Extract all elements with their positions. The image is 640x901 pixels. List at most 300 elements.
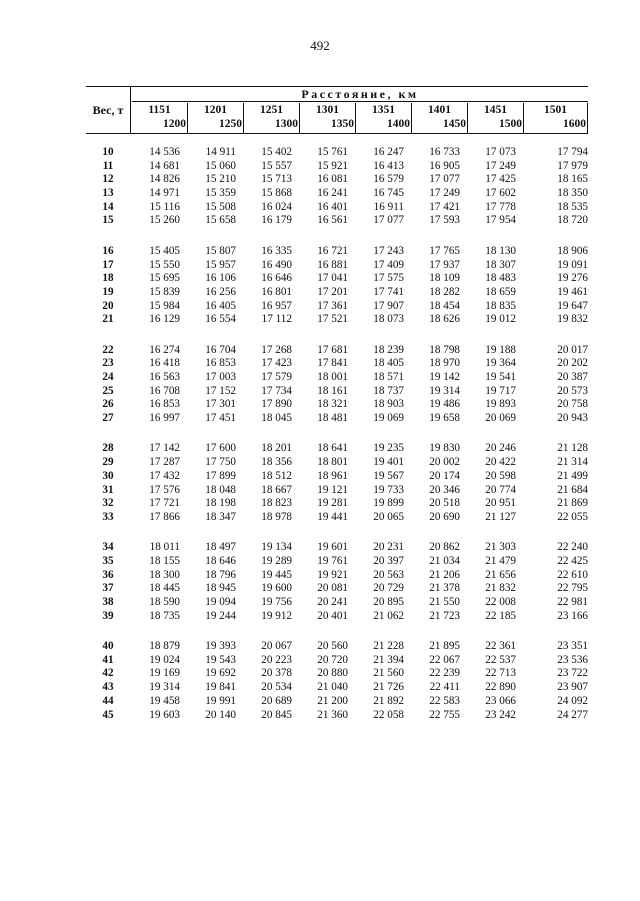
value-cell: 19 069	[373, 412, 404, 425]
value-cell: 19 458	[149, 694, 180, 707]
value-cell: 19 094	[205, 596, 236, 608]
value-cell: 22 239	[429, 667, 460, 680]
value-cell: 18 667	[261, 483, 292, 496]
value-cell: 18 906	[557, 244, 588, 257]
value-cell: 16 335	[261, 244, 292, 257]
value-cell: 16 853	[205, 357, 236, 370]
value-cell: 15 359	[205, 187, 236, 200]
value-cell: 18 073	[373, 313, 404, 326]
value-cell: 17 152	[205, 384, 236, 397]
value-cell: 17 602	[485, 187, 516, 200]
value-cell: 20 202	[557, 357, 588, 370]
value-cell: 19 841	[205, 681, 236, 694]
value-cell: 18 978	[261, 510, 292, 523]
value-cell: 19 912	[261, 609, 292, 622]
value-cell: 16 997	[149, 412, 180, 425]
value-cell: 18 130	[485, 244, 516, 257]
value-cell: 15 868	[261, 187, 292, 200]
value-cell: 17 741	[373, 285, 404, 298]
table-row	[86, 555, 596, 569]
value-cell: 17 409	[373, 258, 404, 271]
value-cell: 20 397	[373, 554, 404, 567]
value-cell: 16 957	[261, 299, 292, 312]
range-to: 1450	[443, 118, 466, 130]
value-cell: 21 378	[429, 582, 460, 595]
value-cell: 19 142	[429, 371, 460, 383]
table-row	[86, 610, 596, 624]
table-row	[86, 385, 596, 399]
value-cell: 24 277	[557, 708, 588, 721]
value-cell: 18 535	[557, 200, 588, 213]
table-row	[86, 146, 596, 160]
value-cell: 15 405	[149, 244, 180, 257]
value-cell: 22 981	[557, 596, 588, 608]
value-cell: 22 713	[485, 667, 516, 680]
value-cell: 18 497	[205, 541, 236, 554]
value-cell: 18 626	[429, 313, 460, 326]
value-cell: 22 583	[429, 694, 460, 707]
value-cell: 16 413	[373, 159, 404, 172]
weight-cell: 27	[102, 412, 114, 425]
value-cell: 19 899	[373, 497, 404, 510]
weight-cell: 35	[102, 554, 114, 567]
value-cell: 16 247	[373, 146, 404, 158]
value-cell: 19 486	[429, 398, 460, 411]
weight-cell: 14	[102, 200, 114, 213]
value-cell: 21 128	[557, 442, 588, 455]
value-cell: 22 610	[557, 568, 588, 581]
table-row	[86, 681, 596, 695]
range-from: 1451	[484, 104, 507, 116]
value-cell: 18 481	[317, 412, 348, 425]
value-cell: 19 991	[205, 694, 236, 707]
value-cell: 16 721	[317, 244, 348, 257]
table-row	[86, 470, 596, 484]
value-cell: 22 055	[557, 510, 588, 523]
weight-cell: 11	[102, 159, 114, 172]
value-cell: 20 689	[261, 694, 292, 707]
value-cell: 15 116	[149, 200, 180, 213]
value-cell: 18 659	[485, 285, 516, 298]
value-cell: 18 646	[205, 554, 236, 567]
value-cell: 15 761	[317, 146, 348, 158]
value-cell: 20 518	[429, 497, 460, 510]
value-cell: 17 041	[317, 272, 348, 285]
value-cell: 22 795	[557, 582, 588, 595]
value-cell: 18 590	[149, 596, 180, 608]
range-to: 1200	[163, 118, 186, 130]
table-row	[86, 272, 596, 286]
weight-cell: 42	[102, 667, 114, 680]
value-cell: 19 567	[373, 469, 404, 482]
value-cell: 19 543	[205, 653, 236, 666]
value-cell: 17 890	[261, 398, 292, 411]
weight-cell: 40	[102, 640, 114, 653]
value-cell: 22 890	[485, 681, 516, 694]
value-cell: 18 161	[317, 384, 348, 397]
value-cell: 20 880	[317, 667, 348, 680]
value-cell: 17 301	[205, 398, 236, 411]
table-row	[86, 344, 596, 358]
value-cell: 16 024	[261, 200, 292, 213]
value-cell: 19 188	[485, 343, 516, 356]
value-cell: 16 563	[149, 371, 180, 383]
value-cell: 23 722	[557, 667, 588, 680]
value-cell: 19 235	[373, 442, 404, 455]
value-cell: 17 576	[149, 483, 180, 496]
value-cell: 20 241	[317, 596, 348, 608]
value-cell: 20 563	[373, 568, 404, 581]
value-cell: 22 411	[429, 681, 460, 694]
range-header-4	[300, 103, 356, 133]
value-cell: 17 243	[373, 244, 404, 257]
value-cell: 20 895	[373, 596, 404, 608]
value-cell: 18 307	[485, 258, 516, 271]
weight-cell: 22	[102, 343, 114, 356]
table-header	[86, 86, 588, 134]
table-row	[86, 201, 596, 215]
value-cell: 18 737	[373, 384, 404, 397]
value-cell: 19 314	[149, 681, 180, 694]
weight-cell: 10	[102, 146, 114, 158]
value-cell: 21 832	[485, 582, 516, 595]
weight-cell: 20	[102, 299, 114, 312]
table-row	[86, 456, 596, 470]
value-cell: 16 256	[205, 285, 236, 298]
value-cell: 15 713	[261, 173, 292, 186]
value-cell: 16 405	[205, 299, 236, 312]
value-cell: 16 274	[149, 343, 180, 356]
table-row	[86, 160, 596, 174]
value-cell: 17 425	[485, 173, 516, 186]
value-cell: 23 536	[557, 653, 588, 666]
value-cell: 14 826	[149, 173, 180, 186]
value-cell: 18 356	[261, 456, 292, 469]
value-cell: 20 378	[261, 667, 292, 680]
value-cell: 19 244	[205, 609, 236, 622]
weight-cell: 19	[102, 285, 114, 298]
table-row	[86, 245, 596, 259]
value-cell: 20 720	[317, 653, 348, 666]
value-cell: 19 393	[205, 640, 236, 653]
value-cell: 21 127	[485, 510, 516, 523]
value-cell: 17 600	[205, 442, 236, 455]
value-cell: 22 058	[373, 708, 404, 721]
value-cell: 20 862	[429, 541, 460, 554]
range-from: 1301	[316, 104, 339, 116]
value-cell: 17 593	[429, 214, 460, 227]
value-cell: 21 040	[317, 681, 348, 694]
weight-cell: 17	[102, 258, 114, 271]
value-cell: 17 432	[149, 469, 180, 482]
value-cell: 18 165	[557, 173, 588, 186]
value-cell: 21 684	[557, 483, 588, 496]
weight-cell: 13	[102, 187, 114, 200]
value-cell: 19 832	[557, 313, 588, 326]
value-cell: 21 062	[373, 609, 404, 622]
value-cell: 15 557	[261, 159, 292, 172]
weight-cell: 29	[102, 456, 114, 469]
table-row	[86, 596, 596, 610]
value-cell: 18 198	[205, 497, 236, 510]
value-cell: 17 937	[429, 258, 460, 271]
value-cell: 20 401	[317, 609, 348, 622]
value-cell: 19 603	[149, 708, 180, 721]
value-cell: 15 921	[317, 159, 348, 172]
value-cell: 23 166	[557, 609, 588, 622]
weight-cell: 31	[102, 483, 114, 496]
weight-cell: 24	[102, 371, 114, 383]
value-cell: 19 012	[485, 313, 516, 326]
value-cell: 20 346	[429, 483, 460, 496]
value-cell: 15 550	[149, 258, 180, 271]
value-cell: 18 201	[261, 442, 292, 455]
value-cell: 24 092	[557, 694, 588, 707]
value-cell: 20 065	[373, 510, 404, 523]
value-cell: 23 066	[485, 694, 516, 707]
value-cell: 19 445	[261, 568, 292, 581]
value-cell: 16 561	[317, 214, 348, 227]
value-cell: 15 658	[205, 214, 236, 227]
value-cell: 17 778	[485, 200, 516, 213]
value-cell: 18 796	[205, 568, 236, 581]
value-cell: 19 761	[317, 554, 348, 567]
value-cell: 21 479	[485, 554, 516, 567]
range-header-6	[412, 103, 468, 133]
value-cell: 18 945	[205, 582, 236, 595]
value-cell: 17 451	[205, 412, 236, 425]
weight-cell: 45	[102, 708, 114, 721]
table-row	[86, 569, 596, 583]
table-row	[86, 286, 596, 300]
weight-cell: 43	[102, 681, 114, 694]
value-cell: 20 534	[261, 681, 292, 694]
value-cell: 21 550	[429, 596, 460, 608]
value-cell: 16 241	[317, 187, 348, 200]
table-row	[86, 300, 596, 314]
range-from: 1151	[148, 104, 171, 116]
value-cell: 20 231	[373, 541, 404, 554]
value-cell: 22 425	[557, 554, 588, 567]
value-cell: 20 560	[317, 640, 348, 653]
range-header-3	[244, 103, 300, 133]
value-cell: 18 445	[149, 582, 180, 595]
value-cell: 22 008	[485, 596, 516, 608]
value-cell: 18 641	[317, 442, 348, 455]
range-from: 1401	[428, 104, 451, 116]
range-from: 1201	[204, 104, 227, 116]
row-group	[86, 541, 596, 623]
row-group	[86, 344, 596, 426]
weight-cell: 28	[102, 442, 114, 455]
value-cell: 17 112	[261, 313, 292, 326]
value-cell: 17 734	[261, 384, 292, 397]
weight-cell: 34	[102, 541, 114, 554]
value-cell: 19 893	[485, 398, 516, 411]
value-cell: 19 441	[317, 510, 348, 523]
value-cell: 17 979	[557, 159, 588, 172]
table-row	[86, 442, 596, 456]
table-row	[86, 709, 596, 723]
range-to: 1600	[563, 118, 586, 130]
weight-cell: 33	[102, 510, 114, 523]
table-row	[86, 214, 596, 228]
value-cell: 17 521	[317, 313, 348, 326]
value-cell: 17 866	[149, 510, 180, 523]
value-cell: 18 720	[557, 214, 588, 227]
weight-cell: 39	[102, 609, 114, 622]
value-cell: 19 276	[557, 272, 588, 285]
value-cell: 18 798	[429, 343, 460, 356]
value-cell: 16 106	[205, 272, 236, 285]
value-cell: 22 755	[429, 708, 460, 721]
value-cell: 19 169	[149, 667, 180, 680]
table-row	[86, 667, 596, 681]
value-cell: 16 129	[149, 313, 180, 326]
value-cell: 20 422	[485, 456, 516, 469]
value-cell: 17 954	[485, 214, 516, 227]
range-header-7	[468, 103, 524, 133]
range-header-2	[188, 103, 244, 133]
value-cell: 21 656	[485, 568, 516, 581]
value-cell: 20 774	[485, 483, 516, 496]
value-cell: 18 300	[149, 568, 180, 581]
table-row	[86, 640, 596, 654]
value-cell: 20 573	[557, 384, 588, 397]
value-cell: 18 282	[429, 285, 460, 298]
value-cell: 18 454	[429, 299, 460, 312]
value-cell: 19 401	[373, 456, 404, 469]
value-cell: 16 490	[261, 258, 292, 271]
value-cell: 16 579	[373, 173, 404, 186]
table-row	[86, 412, 596, 426]
value-cell: 21 394	[373, 653, 404, 666]
value-cell: 22 067	[429, 653, 460, 666]
value-cell: 21 228	[373, 640, 404, 653]
weight-column-header: Вес, т	[86, 87, 131, 133]
weight-cell: 32	[102, 497, 114, 510]
value-cell: 19 024	[149, 653, 180, 666]
value-cell: 21 360	[317, 708, 348, 721]
value-cell: 22 185	[485, 609, 516, 622]
value-cell: 18 045	[261, 412, 292, 425]
value-cell: 17 249	[485, 159, 516, 172]
value-cell: 21 895	[429, 640, 460, 653]
value-cell: 14 681	[149, 159, 180, 172]
weight-cell: 15	[102, 214, 114, 227]
value-cell: 19 830	[429, 442, 460, 455]
table-row	[86, 259, 596, 273]
table-row	[86, 484, 596, 498]
weight-cell: 36	[102, 568, 114, 581]
value-cell: 18 347	[205, 510, 236, 523]
range-to: 1250	[219, 118, 242, 130]
value-cell: 16 745	[373, 187, 404, 200]
weight-cell: 23	[102, 357, 114, 370]
value-cell: 17 765	[429, 244, 460, 257]
value-cell: 18 823	[261, 497, 292, 510]
value-cell: 18 970	[429, 357, 460, 370]
range-to: 1400	[387, 118, 410, 130]
value-cell: 17 287	[149, 456, 180, 469]
value-cell: 21 303	[485, 541, 516, 554]
range-from: 1251	[260, 104, 283, 116]
value-cell: 20 758	[557, 398, 588, 411]
value-cell: 15 260	[149, 214, 180, 227]
row-group	[86, 442, 596, 524]
value-cell: 21 869	[557, 497, 588, 510]
value-cell: 21 314	[557, 456, 588, 469]
value-cell: 19 121	[317, 483, 348, 496]
value-cell: 17 841	[317, 357, 348, 370]
row-group	[86, 640, 596, 722]
value-cell: 16 646	[261, 272, 292, 285]
value-cell: 19 314	[429, 384, 460, 397]
table-row	[86, 357, 596, 371]
value-cell: 15 060	[205, 159, 236, 172]
value-cell: 19 733	[373, 483, 404, 496]
value-cell: 18 801	[317, 456, 348, 469]
table-row	[86, 497, 596, 511]
weight-cell: 30	[102, 469, 114, 482]
value-cell: 19 756	[261, 596, 292, 608]
value-cell: 17 073	[485, 146, 516, 158]
table-row	[86, 187, 596, 201]
value-cell: 18 835	[485, 299, 516, 312]
value-cell: 18 405	[373, 357, 404, 370]
value-cell: 19 647	[557, 299, 588, 312]
value-cell: 19 921	[317, 568, 348, 581]
value-cell: 16 081	[317, 173, 348, 186]
value-cell: 18 571	[373, 371, 404, 383]
value-cell: 21 206	[429, 568, 460, 581]
value-cell: 15 695	[149, 272, 180, 285]
value-cell: 15 807	[205, 244, 236, 257]
value-cell: 19 364	[485, 357, 516, 370]
value-cell: 18 001	[317, 371, 348, 383]
value-cell: 16 733	[429, 146, 460, 158]
value-cell: 15 210	[205, 173, 236, 186]
value-cell: 16 801	[261, 285, 292, 298]
value-cell: 17 361	[317, 299, 348, 312]
value-cell: 23 351	[557, 640, 588, 653]
value-cell: 17 077	[373, 214, 404, 227]
value-cell: 21 560	[373, 667, 404, 680]
value-cell: 17 907	[373, 299, 404, 312]
value-cell: 18 735	[149, 609, 180, 622]
value-cell: 22 361	[485, 640, 516, 653]
table-row	[86, 541, 596, 555]
value-cell: 20 067	[261, 640, 292, 653]
range-header-1	[132, 103, 188, 133]
value-cell: 22 537	[485, 653, 516, 666]
value-cell: 19 461	[557, 285, 588, 298]
weight-cell: 18	[102, 272, 114, 285]
weight-cell: 38	[102, 596, 114, 608]
value-cell: 17 201	[317, 285, 348, 298]
value-cell: 18 239	[373, 343, 404, 356]
value-cell: 16 881	[317, 258, 348, 271]
value-cell: 16 401	[317, 200, 348, 213]
value-cell: 19 289	[261, 554, 292, 567]
value-cell: 18 879	[149, 640, 180, 653]
row-group	[86, 245, 596, 327]
value-cell: 19 091	[557, 258, 588, 271]
value-cell: 19 281	[317, 497, 348, 510]
value-cell: 19 600	[261, 582, 292, 595]
value-cell: 17 721	[149, 497, 180, 510]
weight-cell: 12	[102, 173, 114, 186]
